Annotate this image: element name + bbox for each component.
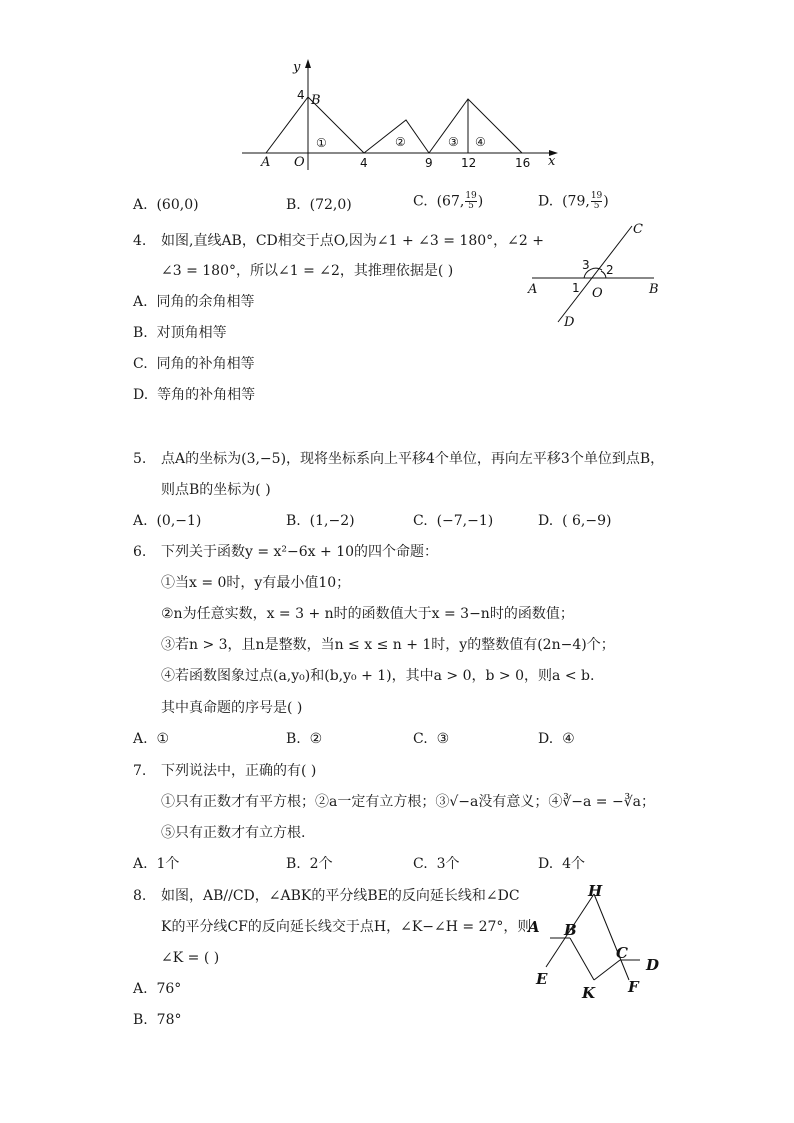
q3-option-d[interactable]: D. (79, $\frac{19}{5}$ ) bbox=[538, 191, 609, 211]
q4-line1: 如图,直线AB，CD相交于点O,因为∠1 + ∠3 = 180°，∠2 + bbox=[161, 233, 544, 249]
q7-option-c[interactable]: C. 3个 bbox=[413, 856, 460, 872]
q7-number: 7. bbox=[133, 763, 147, 779]
point-k-label: K bbox=[582, 984, 596, 1002]
q7-line2: ⑤只有正数才有立方根. bbox=[161, 825, 306, 841]
q8-figure bbox=[522, 880, 672, 1005]
q5-number: 5. bbox=[133, 451, 147, 467]
y-axis-arrow bbox=[305, 59, 311, 68]
q3-option-c[interactable]: C. (67, $\frac{19}{5}$ ) bbox=[413, 191, 484, 211]
q3-option-a[interactable]: A. (60,0) bbox=[133, 197, 199, 213]
x-tick-12: 12 bbox=[461, 156, 477, 170]
q8-number: 8. bbox=[133, 888, 147, 904]
q6-ask: 其中真命题的序号是( ) bbox=[161, 700, 303, 716]
point-a-label: A bbox=[261, 155, 271, 170]
q3-option-b[interactable]: B. (72,0) bbox=[286, 197, 352, 213]
point-a-label: A bbox=[528, 282, 538, 297]
q6-number: 6. bbox=[133, 544, 147, 560]
region-3-label: ③ bbox=[448, 135, 459, 149]
q4-option-d[interactable]: D. 等角的补角相等 bbox=[133, 387, 256, 403]
q5-option-a[interactable]: A. (0,−1) bbox=[133, 513, 202, 529]
q8-line3: ∠K = ( ) bbox=[161, 950, 220, 966]
x-tick-4: 4 bbox=[360, 156, 368, 170]
point-e-label: E bbox=[536, 970, 548, 988]
q4-number: 4. bbox=[133, 233, 147, 249]
point-o-label: O bbox=[592, 286, 603, 301]
q7-option-a[interactable]: A. 1个 bbox=[133, 856, 180, 872]
q8-option-b[interactable]: B. 78° bbox=[133, 1012, 182, 1028]
q4-option-a[interactable]: A. 同角的余角相等 bbox=[133, 294, 255, 310]
point-f-label: F bbox=[628, 978, 639, 996]
x-axis-label: x bbox=[548, 154, 556, 169]
q6-item-1: ①当x = 0时，y有最小值10； bbox=[161, 575, 351, 591]
q4-figure bbox=[522, 218, 662, 330]
line-cd bbox=[558, 226, 632, 322]
q5-line2: 则点B的坐标为( ) bbox=[161, 482, 271, 498]
q5-line1: 点A的坐标为(3,−5)，现将坐标系向上平移4个单位，再向左平移3个单位到点B， bbox=[161, 451, 665, 467]
point-b-label: B bbox=[564, 921, 577, 939]
region-2-label: ② bbox=[395, 135, 406, 149]
angle-1-label: 1 bbox=[572, 281, 580, 295]
q6-item-2: ②n为任意实数，x = 3 + n时的函数值大于x = 3−n时的函数值； bbox=[161, 606, 574, 622]
point-b-label: B bbox=[311, 93, 321, 108]
q8-line1: 如图，AB//CD，∠ABK的平分线BE的反向延长线和∠DC bbox=[161, 888, 520, 904]
q3-figure bbox=[236, 55, 566, 175]
q7-option-b[interactable]: B. 2个 bbox=[286, 856, 333, 872]
q4-line2: ∠3 = 180°，所以∠1 = ∠2，其推理依据是( ) bbox=[161, 263, 454, 279]
y-axis-label: y bbox=[293, 60, 301, 75]
point-d-label: D bbox=[646, 956, 660, 974]
y-tick-4: 4 bbox=[297, 88, 305, 102]
point-c-label: C bbox=[616, 944, 628, 962]
point-h-label: H bbox=[588, 882, 603, 900]
region-4-label: ④ bbox=[475, 135, 486, 149]
angle-3-label: 3 bbox=[582, 258, 590, 272]
line-b-k bbox=[570, 938, 594, 980]
point-c-label: C bbox=[633, 222, 643, 237]
line-k-c bbox=[594, 960, 620, 980]
x-tick-9: 9 bbox=[425, 156, 433, 170]
x-tick-16: 16 bbox=[515, 156, 531, 170]
q7-line1: ①只有正数才有平方根；②a一定有立方根；③√−a没有意义；④∛−a = −∛a； bbox=[161, 794, 655, 810]
point-d-label: D bbox=[564, 315, 575, 330]
point-b-label: B bbox=[649, 282, 659, 297]
q8-line2: K的平分线CF的反向延长线交于点H，∠K−∠H = 27°，则 bbox=[161, 919, 532, 935]
angle-2-label: 2 bbox=[606, 263, 614, 277]
q6-item-3: ③若n > 3，且n是整数，当n ≤ x ≤ n + 1时，y的整数值有(2n−4)个； bbox=[161, 637, 615, 653]
q5-option-c[interactable]: C. (−7,−1) bbox=[413, 513, 494, 529]
region-1-label: ① bbox=[316, 136, 327, 150]
q6-item-4: ④若函数图象过点(a,y₀)和(b,y₀ + 1)，其中a > 0，b > 0，则a < b. bbox=[161, 668, 595, 684]
q5-option-b[interactable]: B. (1,−2) bbox=[286, 513, 355, 529]
q7-stem: 下列说法中，正确的有( ) bbox=[161, 763, 317, 779]
q7-option-d[interactable]: D. 4个 bbox=[538, 856, 586, 872]
point-a-label: A bbox=[528, 918, 540, 936]
origin-label: O bbox=[294, 155, 305, 170]
q6-option-a[interactable]: A. ① bbox=[133, 731, 170, 747]
q5-option-d[interactable]: D. ( 6,−9) bbox=[538, 513, 612, 529]
q4-option-b[interactable]: B. 对顶角相等 bbox=[133, 325, 227, 341]
q6-option-c[interactable]: C. ③ bbox=[413, 731, 450, 747]
q8-option-a[interactable]: A. 76° bbox=[133, 981, 182, 997]
q6-stem: 下列关于函数y = x²−6x + 10的四个命题： bbox=[161, 544, 439, 560]
q6-option-b[interactable]: B. ② bbox=[286, 731, 323, 747]
q4-option-c[interactable]: C. 同角的补角相等 bbox=[133, 356, 255, 372]
q6-option-d[interactable]: D. ④ bbox=[538, 731, 575, 747]
